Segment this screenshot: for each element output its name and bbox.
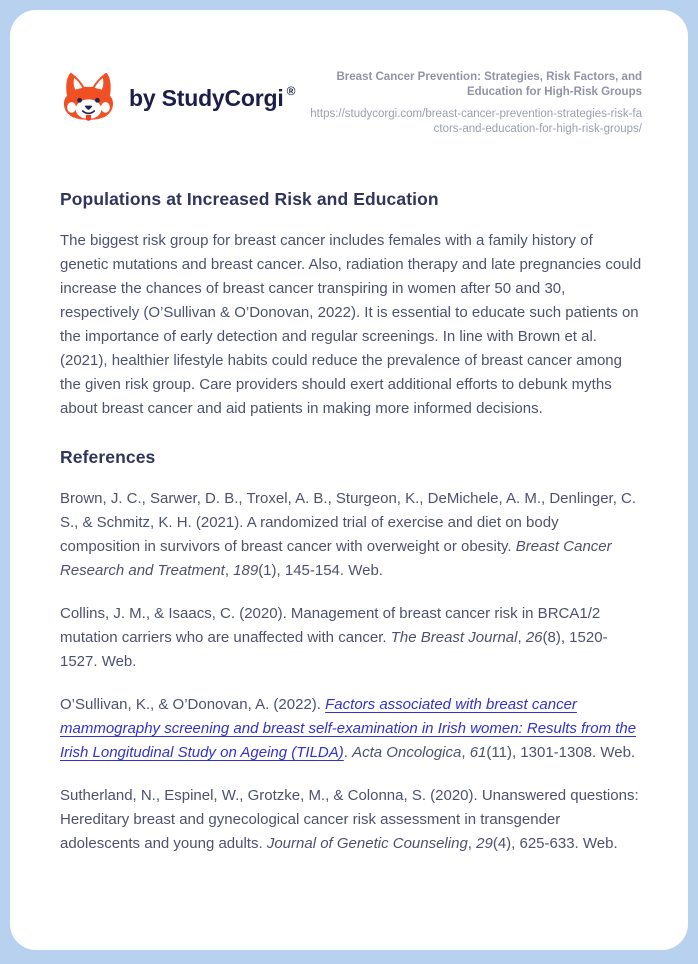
reference-text: Sutherland, N., Espinel, W., Grotzke, M., & Colonna, S. (2020). Unanswered questions: Hereditary breast and gynecological cancer risk assessment in transgender adolescents and young adults. — [60, 786, 639, 852]
document-title: Breast Cancer Prevention: Strategies, Risk Factors, and Education for High-Risk Groups — [336, 71, 642, 99]
reference-item — [60, 784, 642, 856]
reference-text: , — [517, 628, 526, 646]
reference-text: , — [461, 743, 470, 761]
reference-text: . — [343, 743, 353, 761]
reference-text: 61 — [469, 743, 487, 761]
reference-text: , — [224, 561, 234, 579]
reference-text: (1), 145-154. Web. — [258, 561, 383, 579]
reference-item — [60, 693, 642, 765]
reference-text: Journal of Genetic Counseling — [266, 834, 468, 852]
registered-trademark: ® — [286, 84, 296, 99]
references-heading: References — [60, 446, 156, 467]
reference-text: O’Sullivan, K., & O’Donovan, A. (2022). — [60, 695, 326, 713]
reference-text: Breast Cancer Research and Treatment — [60, 537, 612, 579]
brand-label: by StudyCorgi — [129, 85, 284, 111]
body-paragraph: The biggest risk group for breast cancer includes females with a family history of genetic mutations and breast cancer. Also, radiation therapy and late pregnancies could increase the chances of breast cancer transpiring in women after 50 and 30, respectively (O’Sullivan & O’Donovan, 2022). It is essential to educate such patients on the importance of early detection and regular screenings. In line with Brown et al. (2021), healthier lifestyle habits could reduce the prevalence of breast cancer among the given risk group. Care providers should exert additional efforts to debunk myths about breast cancer and aid patients in making more informed decisions. — [60, 231, 642, 417]
reference-text: (11), 1301-1308. Web. — [486, 743, 636, 761]
document-meta — [308, 66, 642, 137]
document-body — [60, 189, 642, 856]
document-url-link[interactable]: https://studycorgi.com/breast-cancer-prevention-strategies-risk-factors-and-education-for-high-risk-groups/ — [310, 108, 642, 136]
reference-text: , — [467, 834, 477, 852]
corgi-logo-icon — [60, 70, 117, 127]
reference-text: The Breast Journal — [390, 628, 518, 646]
references-list — [60, 487, 642, 856]
reference-text: Collins, J. M., & Isaacs, C. (2020). Management of breast cancer risk in BRCA1/2 mutation carriers who are unaffected with cancer. — [60, 604, 601, 646]
brand — [60, 70, 295, 127]
document-card — [10, 10, 688, 950]
brand-name — [129, 85, 295, 112]
reference-text: 189 — [233, 561, 259, 579]
reference-text: 29 — [476, 834, 493, 852]
reference-text: 26 — [525, 628, 543, 646]
document-header — [60, 66, 642, 137]
reference-text: Brown, J. C., Sarwer, D. B., Troxel, A. B., Sturgeon, K., DeMichele, A. M., Denlinger, C. S., & Schmitz, K. H. (2021). A randomized trial of exercise and diet on body composition in survivors of breast cancer with overweight or obesity. — [60, 489, 637, 555]
reference-text: (4), 625-633. Web. — [492, 834, 618, 852]
reference-item — [60, 487, 642, 583]
reference-text: Acta Oncologica — [352, 743, 462, 761]
section-heading: Populations at Increased Risk and Education — [60, 188, 439, 209]
reference-link[interactable]: Factors associated with breast cancer mammography screening and breast self-examination in Irish women: Results from the Irish Longitudinal Study on Ageing (TILDA) — [60, 695, 637, 761]
reference-text: (8), 1520-1527. Web. — [60, 628, 608, 670]
reference-item — [60, 602, 642, 674]
